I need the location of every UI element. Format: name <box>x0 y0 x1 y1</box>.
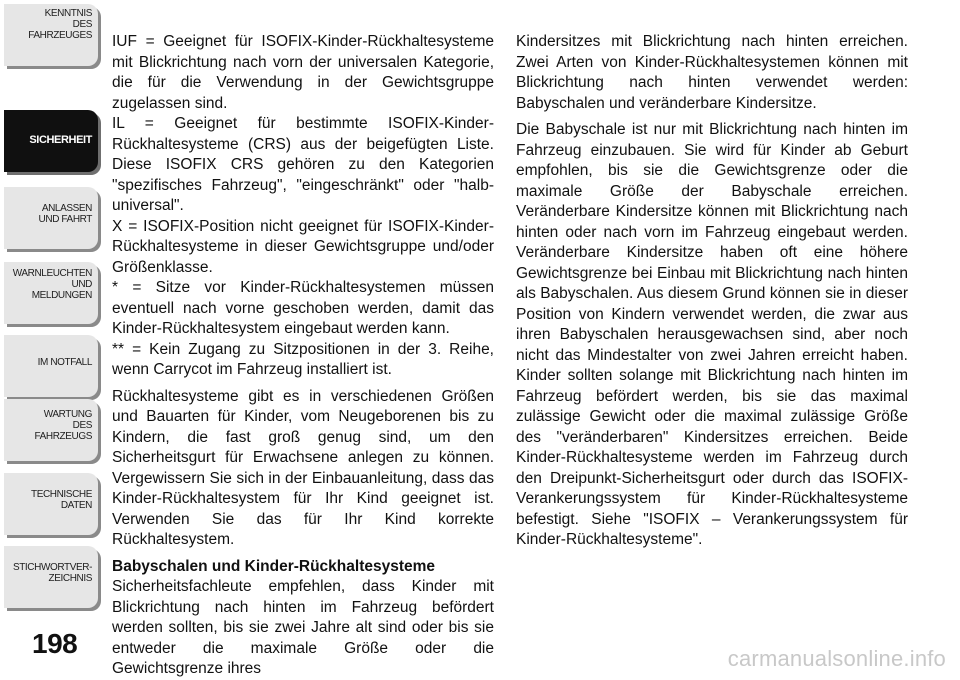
chapter-tab-sidebar <box>0 0 104 620</box>
tab-stichwortverzeichnis[interactable] <box>4 546 98 608</box>
legend-x: X = ISOFIX-Position nicht geeignet für ISOFIX-Kinder-Rückhaltesysteme in dieser Gewichtsgruppe und/oder Größenklasse. <box>112 217 494 276</box>
legend-il: IL = Geeignet für bestimmte ISOFIX-Kinder-Rückhaltesysteme (CRS) aus der beigefügten Liste. Diese ISOFIX CRS gehören zu den Kategorien "spezifisches Fahrzeug", "eingeschränkt" oder "halb-universal". <box>112 115 494 214</box>
body-paragraph: Die Babyschale ist nur mit Blickrichtung nach hinten im Fahrzeug einzubauen. Sie wird für Kinder ab Geburt empfohlen, bis sie die Gewichtsgrenze oder die maximale Größe der Babyschale erreichen. Veränderbare Kindersitze können mit Blickrichtung nach hinten oder nach vorn im Fahrzeug eingebaut werden. Veränderbare Kindersitze haben oft eine höhere Gewichtsgrenze bei Einbau mit Blickrichtung nach hinten als Babyschalen. Aus diesem Grund können sie in dieser Position von Kindern verwendet werden, die zwar aus ihren Babyschalen herausgewachsen sind, aber noch nicht das Mindestalter von zwei Jahren erreicht haben. Kinder sollten solange mit Blickrichtung nach hinten im Fahrzeug befördert werden, bis sie das maximal zulässige Gewicht oder die maximal zulässige Größe des "veränderbaren" Kindersitzes erreichen. Beide Kinder-Rückhaltesysteme werden im Fahrzeug durch den Dreipunkt-Sicherheitsgurt oder durch das ISOFIX-Verankerungssystem für Kinder-Rückhaltesysteme befestigt. Siehe "ISOFIX – Verankerungssystem für Kinder-Rückhaltesysteme". <box>516 121 908 548</box>
left-column <box>112 32 494 680</box>
body-paragraph: Kindersitzes mit Blickrichtung nach hinten erreichen. Zwei Arten von Kinder-Rückhaltesystemen können mit Blickrichtung nach hinten verwendet werden: Babyschalen und veränderbare Kindersitze. <box>516 33 908 112</box>
tab-warnleuchten-und-meldungen[interactable] <box>4 262 98 324</box>
tab-kenntnis-des-fahrzeuges[interactable] <box>4 4 98 66</box>
tab-label: KENNTNIS DES FAHRZEUGES <box>28 8 92 41</box>
tab-label: WARTUNG DES FAHRZEUGS <box>34 409 92 442</box>
tab-wartung-des-fahrzeugs[interactable] <box>4 399 98 461</box>
body-paragraph: Rückhaltesysteme gibt es in verschiedenen Größen und Bauarten für Kinder, vom Neugeborenen bis zu Kindern, die fast groß genug sind, um den Sicherheitsgurt für Erwachsene anlegen zu können. Vergewissern Sie sich in der Einbauanleitung, dass das Kinder-Rückhaltesystem für Ihr Kind geeignet ist. Verwenden Sie das für Ihr Kind korrekte Rückhaltesystem. <box>112 387 494 548</box>
tab-label: TECHNISCHE DATEN <box>30 489 92 511</box>
tab-label: ANLASSEN UND FAHRT <box>38 203 92 225</box>
tab-sicherheit[interactable] <box>4 110 98 172</box>
tab-technische-daten[interactable] <box>4 473 98 535</box>
tab-im-notfall[interactable] <box>4 335 98 397</box>
section-heading: Babyschalen und Kinder-Rückhaltesysteme <box>112 557 436 575</box>
section-paragraph: Sicherheitsfachleute empfehlen, dass Kinder mit Blickrichtung nach hinten im Fahrzeug befördert werden sollten, bis sie zwei Jahre alt sind oder bis sie entweder die maximale Größe oder die Gewichtsgrenze ihres <box>112 578 494 677</box>
legend-iuf: IUF = Geeignet für ISOFIX-Kinder-Rückhaltesysteme mit Blickrichtung nach vorn der universalen Kategorie, die für die Verwendung in der Gewichtsgruppe zugelassen sind. <box>112 33 494 112</box>
legend-star: * = Sitze vor Kinder-Rückhaltesystemen müssen eventuell nach vorne geschoben werden, damit das Kinder-Rückhaltesystem eingebaut werden kann. <box>112 279 494 337</box>
watermark: carmanualsonline.info <box>727 646 946 671</box>
right-column <box>516 32 908 551</box>
tab-label: STICHWORTVER- ZEICHNIS <box>12 562 92 584</box>
tab-label: IM NOTFALL <box>37 357 92 368</box>
tab-label: WARNLEUCHTEN UND MELDUNGEN <box>12 268 92 301</box>
page-number: 198 <box>32 628 78 659</box>
tab-anlassen-und-fahrt[interactable] <box>4 187 98 249</box>
legend-double-star: ** = Kein Zugang zu Sitzpositionen in der 3. Reihe, wenn Carrycot im Fahrzeug installiert ist. <box>112 340 494 378</box>
tab-label: SICHERHEIT <box>29 134 92 146</box>
